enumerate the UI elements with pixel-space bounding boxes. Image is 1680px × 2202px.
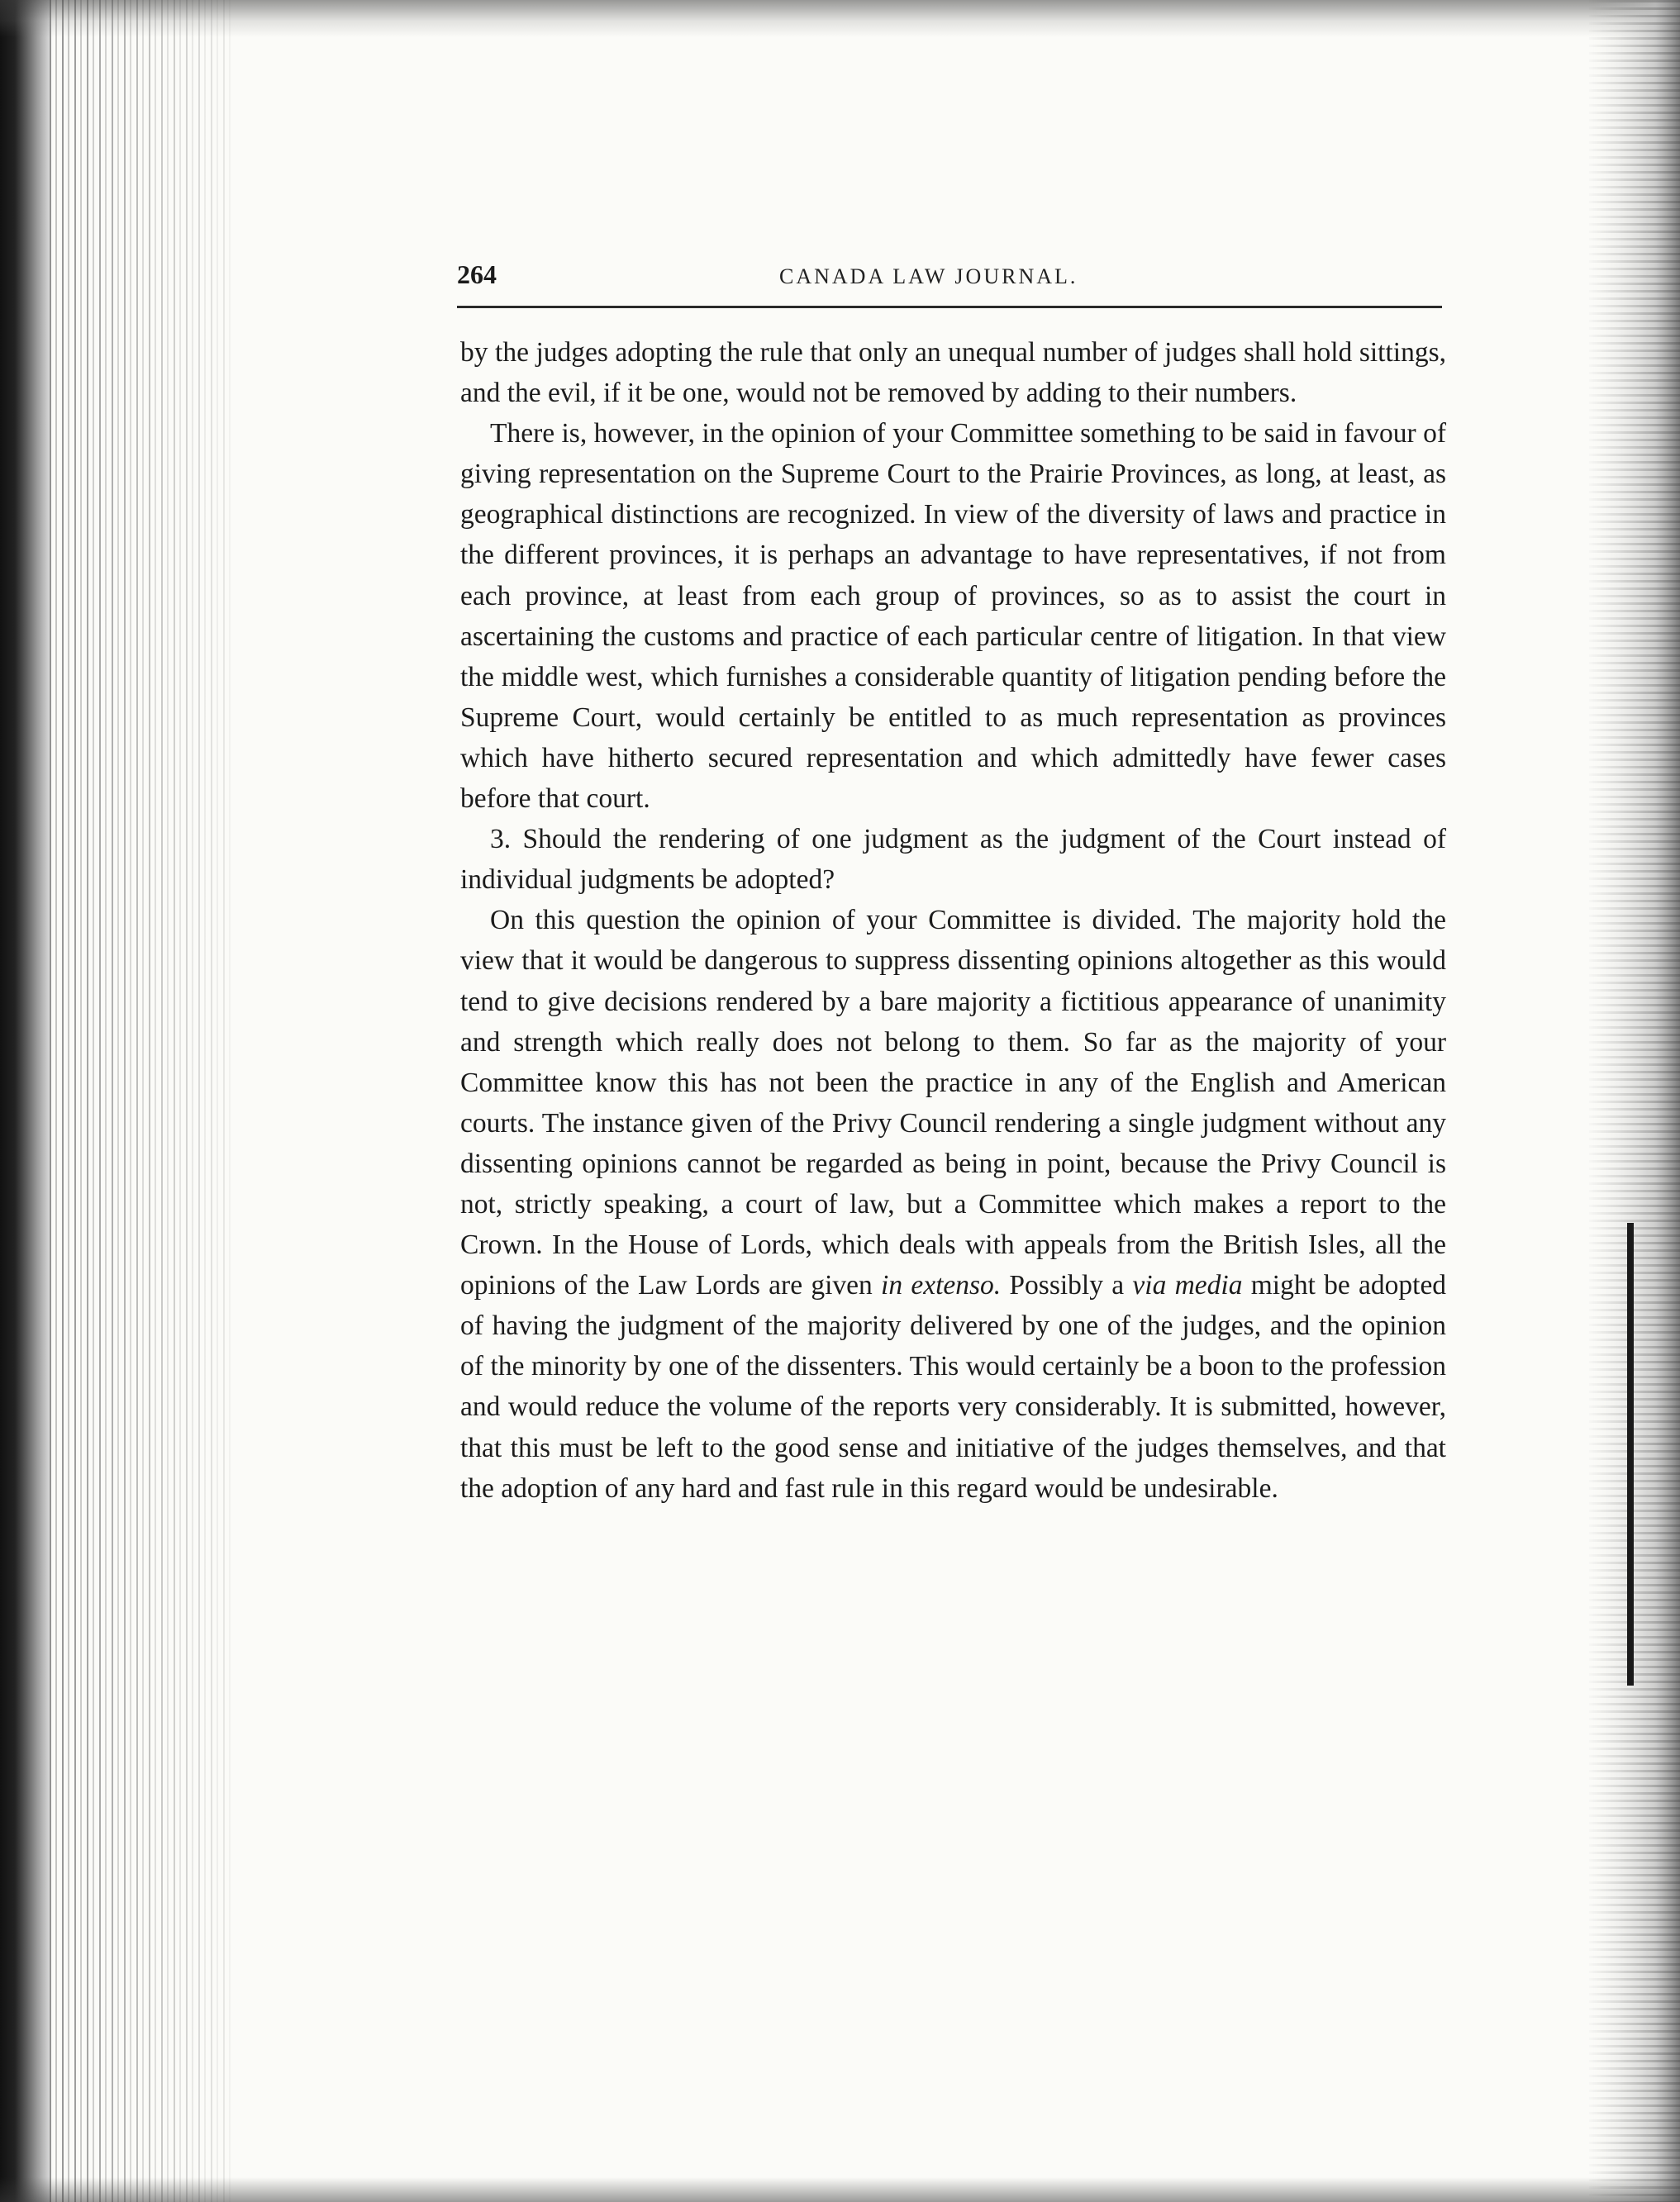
italic-in-extenso: in extenso. <box>881 1270 1002 1301</box>
running-head <box>457 256 1444 297</box>
italic-via-media: via media <box>1132 1270 1243 1301</box>
paragraph-continued: by the judges adopting the rule that only an unequal number of judges shall hold sittings, and the evil, if it be one, would not be removed by adding to their numbers. <box>460 337 1446 409</box>
paragraph-committee-opinion <box>460 900 1446 1508</box>
page-edges-right <box>1589 0 1680 2202</box>
scan-artifact-right <box>1627 1223 1634 1686</box>
paragraph-question-3: 3. Should the rendering of one judgment as the judgment of the Court instead of individual judgments be adopted? <box>460 824 1446 896</box>
scan-shadow-bottom <box>0 2177 1680 2202</box>
paragraph-part-2: Possibly a <box>1009 1270 1125 1301</box>
paragraph-part-3: might be adopted of having the judgment of the majority delivered by one of the judges, and the opinion of the minority by one of the dissenters. This would certainly be a boon to the profession and would reduce the volume of the reports very considerably. It is submitted, however, that this must be left to the good sense and initiative of the judges themselves, and that the adoption of any hard and fast rule in this regard would be undesirable. <box>460 1270 1447 1504</box>
paragraph-part-1: On this question the opinion of your Committee is divided. The majority hold the view that it would be dangerous to suppress dissenting opinions altogether as this would tend to give decisions rendered by a bare majority a fictitious appearance of unanimity and strength which really does not belong to them. So far as the majority of your Committee know this has not been the practice in any of the English and American courts. The instance given of the Privy Council rendering a single judgment without any dissenting opinions cannot be regarded as being in point, because the Privy Council is not, strictly speaking, a court of law, but a Committee which makes a report to the Crown. In the House of Lords, which deals with appeals from the British Isles, all the opinions of the Law Lords are given <box>460 905 1446 1301</box>
header-rule <box>457 306 1442 308</box>
binding-shadow-left <box>0 0 50 2202</box>
body-text <box>460 332 1446 1509</box>
journal-title: CANADA LAW JOURNAL. <box>779 264 1078 288</box>
scan-shadow-top <box>0 0 1680 37</box>
page-edges-left <box>50 0 231 2202</box>
paragraph-prairie-representation: There is, however, in the opinion of your Committee something to be said in favour of giving representation on the Supreme Court to the Prairie Provinces, as long, at least, as geographical distinctions are recognized. In view of the diversity of laws and practice in the different provinces, it is perhaps an advantage to have representatives, if not from each province, at least from each group of provinces, so as to assist the court in ascertaining the customs and practice of each particular centre of litigation. In that view the middle west, which furnishes a considerable quantity of litigation pending before the Supreme Court, would certainly be entitled to as much representation as provinces which have hitherto secured representation and which admittedly have fewer cases before that court. <box>460 418 1446 815</box>
page-number: 264 <box>457 259 497 289</box>
